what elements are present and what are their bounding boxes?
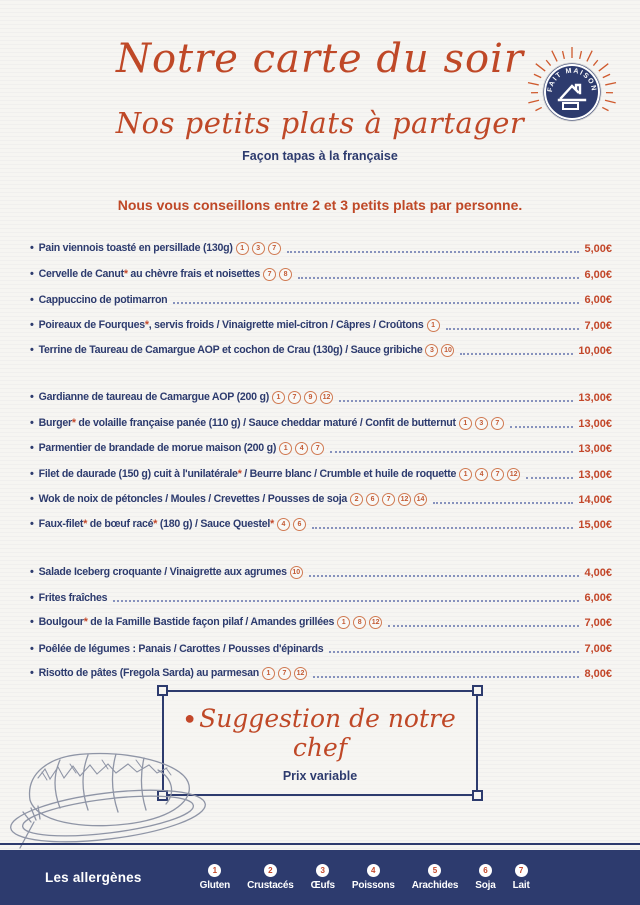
bullet-icon: • — [30, 616, 34, 629]
suggestion-price-note: Prix variable — [282, 769, 358, 783]
dotted-leader — [312, 527, 573, 529]
menu-item-price: 13,00€ — [578, 417, 612, 430]
allergen-number-badge: 12 — [320, 391, 333, 404]
menu-item-price: 6,00€ — [584, 268, 612, 281]
menu-item-row — [30, 307, 612, 332]
suggestion-title: ● Suggestion de notre chef — [184, 704, 456, 762]
allergen-number-badge: 1 — [459, 417, 472, 430]
menu-item-price: 4,00€ — [584, 566, 612, 579]
allergen-number-badge: 7 — [491, 417, 504, 430]
allergen-label: Arachides — [411, 880, 459, 891]
allergen-number-badge: 14 — [414, 493, 427, 506]
allergen-number-badge: 6 — [366, 493, 379, 506]
menu-item-name: • Risotto de pâtes (Fregola Sarda) au parmesan 1 7 12 — [30, 667, 307, 681]
menu-sections — [30, 231, 612, 681]
menu-item-price: 14,00€ — [578, 493, 612, 506]
allergen-number-badge: 8 — [279, 268, 292, 281]
allergen-number-badge: 10 — [290, 566, 303, 579]
menu-item-name: • Cervelle de Canut* au chèvre frais et noisettes 7 8 — [30, 268, 292, 282]
menu-item-price: 7,00€ — [584, 617, 612, 630]
dotted-leader — [526, 477, 573, 479]
allergen-number-badge: 7 — [288, 391, 301, 404]
dotted-leader — [113, 600, 579, 602]
menu-item-name: • Boulgour* de la Famille Bastide façon pilaf / Amandes grillées 1 8 12 — [30, 616, 382, 630]
allergen-label: Gluten — [199, 880, 231, 891]
allergen-number-badge: 10 — [441, 344, 454, 357]
page-title: Notre carte du soir — [115, 36, 525, 82]
allergen-label: Soja — [475, 880, 496, 891]
allergen-number-badge: 9 — [304, 391, 317, 404]
bullet-icon: • — [30, 343, 34, 356]
allergen-number-icon: 2 — [264, 864, 277, 877]
menu-item-name: • Gardianne de taureau de Camargue AOP (200 g) 1 7 9 12 — [30, 391, 333, 405]
allergen-number-badge: 4 — [277, 518, 290, 531]
allergen-number-badge: 3 — [252, 242, 265, 255]
allergen-number-badge: 1 — [236, 242, 249, 255]
menu-item-row — [30, 333, 612, 358]
menu-item-row — [30, 630, 612, 655]
allergen-legend-item — [247, 864, 294, 891]
allergen-number-badge: 1 — [279, 442, 292, 455]
corner-knot-icon — [472, 790, 483, 801]
allergen-legend-item — [412, 864, 459, 891]
allergen-number-badge: 4 — [475, 468, 488, 481]
tagline: Façon tapas à la française — [242, 149, 398, 163]
allergen-legend-item — [200, 864, 230, 891]
menu-item-name: • Poireaux de Fourques*, servis froids / Vinaigrette miel-citron / Câpres / Croûtons 1 — [30, 319, 440, 333]
menu-item-name: • Cappuccino de potimarron — [30, 294, 168, 307]
menu-item-price: 8,00€ — [584, 668, 612, 681]
allergen-number-badge: 4 — [295, 442, 308, 455]
allergen-legend-item — [311, 864, 335, 891]
menu-item-name: • Parmentier de brandade de morue maison (200 g) 1 4 7 — [30, 442, 324, 456]
dotted-leader — [329, 651, 579, 653]
allergen-number-badge: 1 — [272, 391, 285, 404]
menu-item-price: 13,00€ — [578, 468, 612, 481]
allergen-number-badge: 3 — [475, 417, 488, 430]
menu-item-row — [30, 282, 612, 307]
dotted-leader — [287, 251, 580, 253]
bullet-icon: • — [30, 294, 34, 307]
menu-section-1 — [30, 231, 612, 358]
menu-item-row — [30, 482, 612, 507]
badge-text: FAIT MAISON — [546, 67, 598, 93]
allergen-footer — [0, 850, 640, 905]
dotted-leader — [298, 277, 579, 279]
menu-item-price: 7,00€ — [584, 319, 612, 332]
menu-item-row — [30, 456, 612, 481]
menu-item-row — [30, 431, 612, 456]
allergen-number-badge: 6 — [293, 518, 306, 531]
menu-item-price: 6,00€ — [584, 592, 612, 605]
dotted-leader — [460, 353, 573, 355]
allergen-label: Œufs — [310, 880, 335, 891]
footer-separator — [0, 843, 640, 845]
allergen-label: Poissons — [351, 880, 395, 891]
bullet-icon: • — [30, 442, 34, 455]
allergen-number-badge: 3 — [425, 344, 438, 357]
menu-item-row — [30, 605, 612, 630]
bullet-icon: • — [30, 318, 34, 331]
menu-item-name: • Filet de daurade (150 g) cuit à l'unilatérale* / Beurre blanc / Crumble et huile de roquette 1 4 7 12 — [30, 468, 520, 482]
dotted-leader — [388, 625, 579, 627]
dotted-leader — [309, 575, 580, 577]
menu-item-price: 7,00€ — [584, 642, 612, 655]
allergen-number-badge: 1 — [459, 468, 472, 481]
corner-knot-icon — [157, 685, 168, 696]
allergen-number-badge: 12 — [294, 667, 307, 680]
allergen-number-badge: 12 — [369, 616, 382, 629]
advice-line: Nous vous conseillons entre 2 et 3 petits plats par personne. — [117, 197, 523, 213]
bullet-icon: • — [30, 242, 34, 255]
menu-item-price: 6,00€ — [584, 294, 612, 307]
menu-item-row — [30, 256, 612, 281]
dotted-leader — [313, 676, 580, 678]
menu-section-3 — [30, 554, 612, 681]
menu-item-name: • Faux-filet* de bœuf racé* (180 g) / Sauce Questel* 4 6 — [30, 518, 306, 532]
menu-item-name: • Frites fraîches — [30, 592, 108, 605]
menu-item-row — [30, 380, 612, 405]
menu-item-price: 15,00€ — [578, 519, 612, 532]
allergen-number-badge: 7 — [278, 667, 291, 680]
menu-item-row — [30, 554, 612, 579]
menu-item-name: • Pain viennois toasté en persillade (130g) 1 3 7 — [30, 242, 281, 256]
bullet-icon: • — [30, 416, 34, 429]
allergen-number-badge: 12 — [507, 468, 520, 481]
menu-item-price: 5,00€ — [584, 243, 612, 256]
bullet-icon: • — [30, 642, 34, 655]
bullet-icon: • — [30, 492, 34, 505]
allergen-number-badge: 7 — [311, 442, 324, 455]
allergen-number-icon: 1 — [208, 864, 221, 877]
allergen-legend-item — [352, 864, 395, 891]
dotted-leader — [330, 451, 573, 453]
footer-title: Les allergènes — [45, 870, 142, 885]
menu-item-price: 13,00€ — [578, 443, 612, 456]
bullet-icon: • — [30, 565, 34, 578]
allergen-number-badge: 1 — [262, 667, 275, 680]
allergen-number-icon: 5 — [428, 864, 441, 877]
menu-item-row — [30, 405, 612, 430]
allergen-number-badge: 7 — [263, 268, 276, 281]
dotted-leader — [173, 302, 579, 304]
bullet-icon: • — [30, 267, 34, 280]
menu-item-price: 10,00€ — [578, 344, 612, 357]
allergen-number-icon: 7 — [515, 864, 528, 877]
allergen-number-badge: 7 — [382, 493, 395, 506]
allergen-number-badge: 12 — [398, 493, 411, 506]
dotted-leader — [510, 426, 574, 428]
allergen-number-badge: 7 — [491, 468, 504, 481]
menu-item-row — [30, 580, 612, 605]
allergen-label: Crustacés — [247, 880, 294, 891]
bullet-icon: • — [30, 518, 34, 531]
dotted-leader — [433, 502, 573, 504]
menu-item-name: • Burger* de volaille française panée (110 g) / Sauce cheddar maturé / Confit de butternut 1 3 7 — [30, 417, 504, 431]
menu-item-name: • Terrine de Taureau de Camargue AOP et cochon de Crau (130g) / Sauce gribiche 3 10 — [30, 344, 454, 358]
bullet-icon: • — [30, 467, 34, 480]
menu-item-row — [30, 231, 612, 256]
allergen-number-badge: 1 — [337, 616, 350, 629]
roast-sketch-illustration — [0, 730, 230, 855]
menu-item-row — [30, 507, 612, 532]
corner-knot-icon — [472, 685, 483, 696]
dotted-leader — [339, 400, 573, 402]
menu-item-name: • Salade Iceberg croquante / Vinaigrette aux agrumes 10 — [30, 566, 303, 580]
allergen-number-badge: 7 — [268, 242, 281, 255]
allergen-legend-item — [475, 864, 495, 891]
allergen-legend-item — [513, 864, 530, 891]
allergen-number-badge: 8 — [353, 616, 366, 629]
menu-item-row — [30, 656, 612, 681]
menu-item-name: • Poêlée de légumes : Panais / Carottes / Pousses d'épinards — [30, 642, 324, 655]
dotted-leader — [446, 328, 580, 330]
allergen-number-icon: 6 — [479, 864, 492, 877]
allergen-number-badge: 2 — [350, 493, 363, 506]
menu-item-name: • Wok de noix de pétoncles / Moules / Crevettes / Pousses de soja 2 6 7 12 14 — [30, 493, 427, 507]
bullet-icon: • — [30, 667, 34, 680]
section-subtitle: Nos petits plats à partager — [115, 106, 525, 140]
bullet-icon: ● — [184, 708, 196, 728]
menu-section-2 — [30, 380, 612, 532]
allergen-number-badge: 1 — [427, 319, 440, 332]
allergen-label: Lait — [512, 880, 530, 891]
bullet-icon: • — [30, 592, 34, 605]
bullet-icon: • — [30, 391, 34, 404]
allergen-legend — [200, 864, 530, 891]
allergen-number-icon: 4 — [367, 864, 380, 877]
allergen-number-icon: 3 — [316, 864, 329, 877]
menu-item-price: 13,00€ — [578, 392, 612, 405]
